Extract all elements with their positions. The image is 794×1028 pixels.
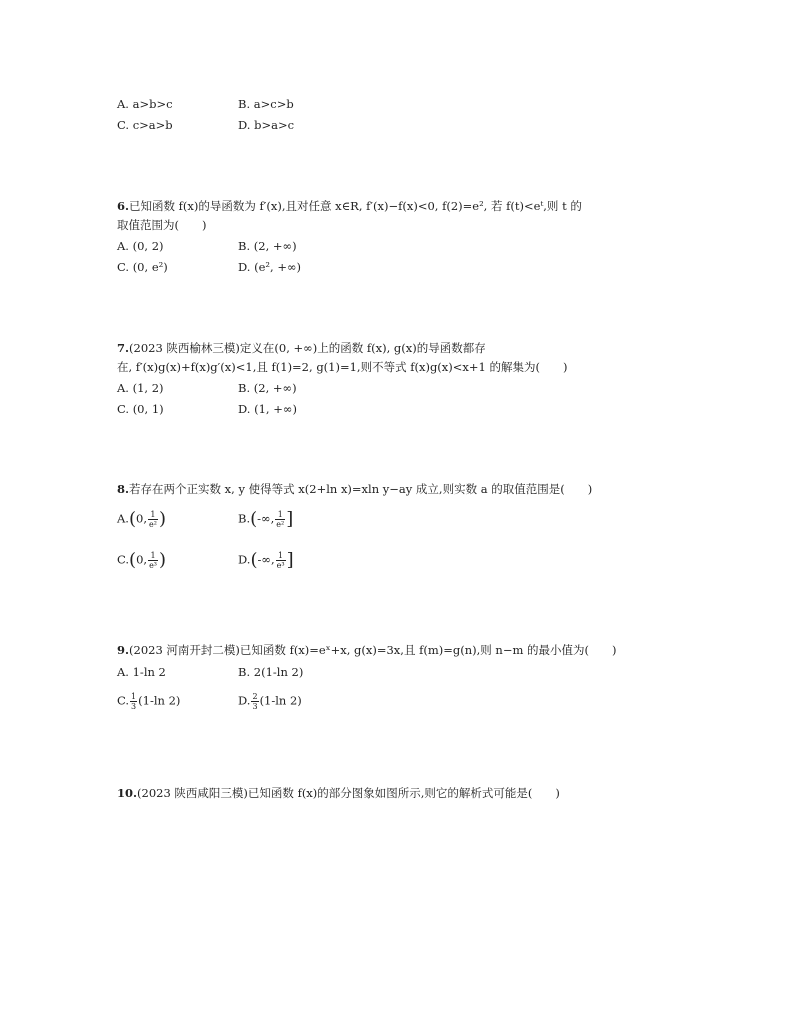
q6-stem-line2: 取值范围为( ): [117, 218, 207, 232]
q8-option-b: B.(-∞, $\frac{1}{\text{e²}}$ ]: [238, 508, 294, 530]
q10-stem: 10.(2023 陕西咸阳三模)已知函数 f(x)的部分图象如图所示,则它的解析式可能是( ): [117, 786, 560, 800]
q6-option-b: B. (2, +∞): [238, 239, 297, 253]
q9-option-b: B. 2(1-ln 2): [238, 665, 304, 679]
q9-option-a: A. 1-ln 2: [117, 665, 166, 679]
q8-number: 8.: [117, 482, 130, 496]
q6-option-d: D. (e², +∞): [238, 260, 302, 274]
q6-option-c: C. (0, e²): [117, 260, 168, 274]
q6-stem-line1: 6.已知函数 f(x)的导函数为 f′(x),且对任意 x∈R, f′(x)−f(x)<0, f(2)=e², 若 f(t)<eᵗ,则 t 的: [117, 199, 582, 213]
q7-option-d: D. (1, +∞): [238, 402, 297, 416]
q7-option-b: B. (2, +∞): [238, 381, 297, 395]
q7-number: 7.: [117, 341, 130, 355]
q9-stem: 9.(2023 河南开封二模)已知函数 f(x)=eˣ+x, g(x)=3x,且 f(m)=g(n),则 n−m 的最小值为( ): [117, 643, 617, 657]
q9-option-d: D. $\frac{2}{3}$ (1-ln 2): [238, 692, 302, 711]
q7-option-a: A. (1, 2): [117, 381, 164, 395]
q8-option-d: D.(-∞, $\frac{1}{\text{e³}}$ ]: [238, 549, 294, 571]
q7-stem-line2: 在, f′(x)g(x)+f(x)g′(x)<1,且 f(1)=2, g(1)=1,则不等式 f(x)g(x)<x+1 的解集为( ): [117, 360, 568, 374]
q8-stem: 8.若存在两个正实数 x, y 使得等式 x(2+ln x)=xln y−ay 成立,则实数 a 的取值范围是( ): [117, 482, 593, 496]
q8-option-a: A.(0, $\frac{1}{\text{e²}}$ ): [117, 508, 166, 530]
q10-number: 10.: [117, 786, 138, 800]
q6-option-a: A. (0, 2): [117, 239, 164, 253]
q5-option-c: C. c>a>b: [117, 118, 173, 132]
q7-stem-line1: 7.(2023 陕西榆林三模)定义在(0, +∞)上的函数 f(x), g(x)的导函数都存: [117, 341, 486, 355]
q8-option-c: C.(0, $\frac{1}{\text{e³}}$ ): [117, 549, 167, 571]
q5-option-a: A. a>b>c: [117, 97, 173, 111]
q5-option-b: B. a>c>b: [238, 97, 294, 111]
q9-option-c: C. $\frac{1}{3}$ (1-ln 2): [117, 692, 181, 711]
q6-number: 6.: [117, 199, 130, 213]
q9-number: 9.: [117, 643, 130, 657]
q7-option-c: C. (0, 1): [117, 402, 164, 416]
q5-option-d: D. b>a>c: [238, 118, 295, 132]
